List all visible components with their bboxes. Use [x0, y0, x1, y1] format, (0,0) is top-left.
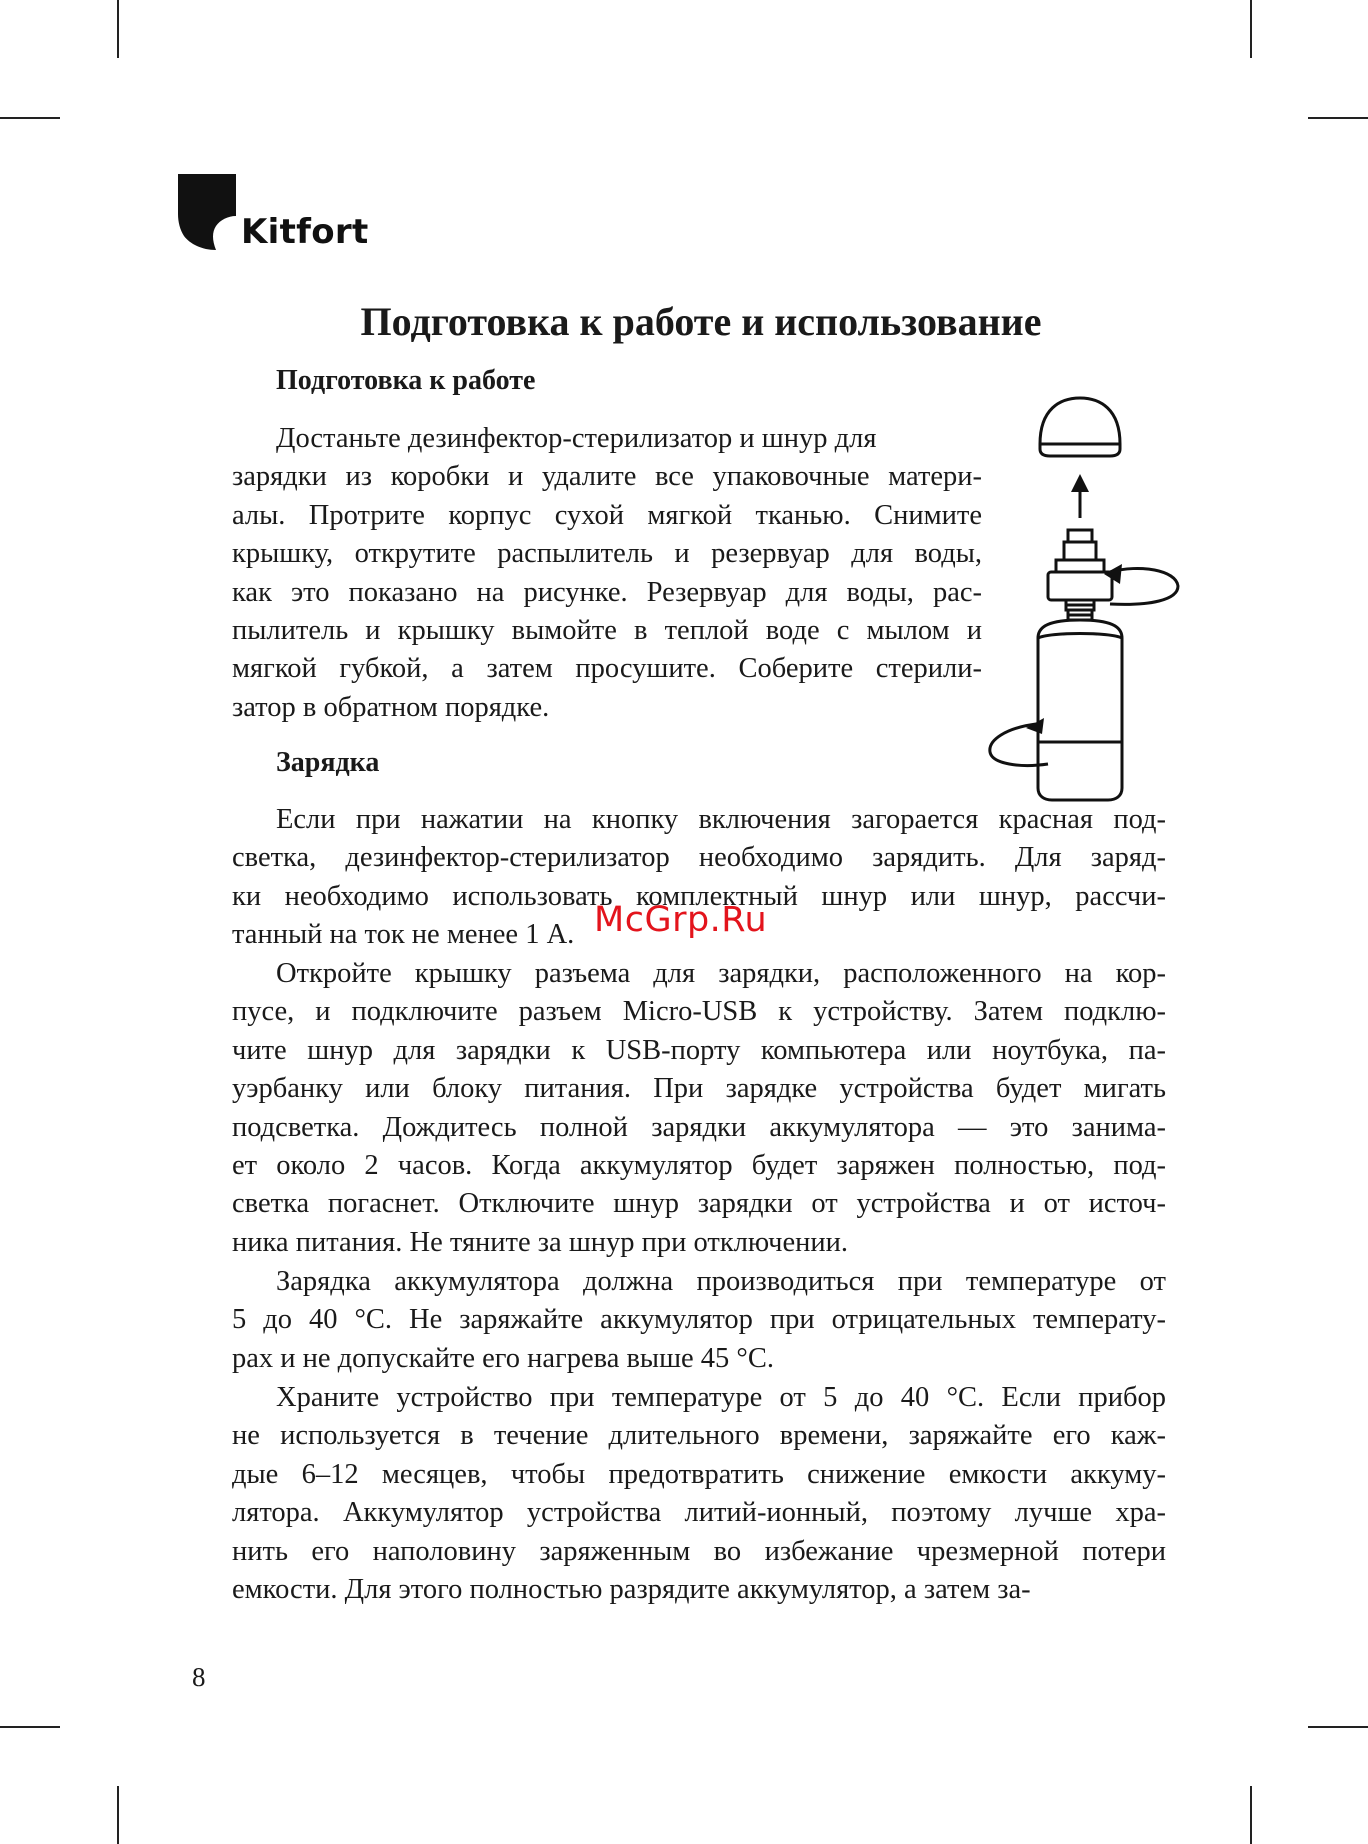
crop-mark-top-right-v	[1250, 0, 1252, 58]
page-number: 8	[192, 1662, 206, 1692]
text-line: ет около 2 часов. Когда аккумулятор будет заряжен полностью, под-	[232, 1150, 1166, 1182]
text-line: нить его наполовину заряженным во избежание чрезмерной потери	[232, 1535, 1166, 1567]
text-line: как это показано на рисунке. Резервуар для воды, рас-	[232, 576, 982, 608]
page-title: Подготовка к работе и использование	[360, 299, 1042, 344]
text-line: Храните устройство при температуре от 5 до 40 °С. Если прибор	[276, 1382, 1166, 1413]
text-line: чите шнур для зарядки к USB-порту компьютера или ноутбука, па-	[232, 1034, 1166, 1066]
text-line: не используется в течение длительного времени, заряжайте его каж-	[232, 1420, 1166, 1452]
text-line: 5 до 40 °С. Не заряжайте аккумулятор при отрицательных температу-	[232, 1304, 1166, 1336]
text-line: крышку, открутите распылитель и резервуар для воды,	[232, 538, 982, 570]
text-line: ника питания. Не тяните за шнур при отключении.	[232, 1226, 848, 1258]
text-line: алы. Протрите корпус сухой мягкой тканью. Снимите	[232, 499, 982, 531]
crop-mark-bottom-right-h	[1308, 1726, 1368, 1728]
preparation-paragraph	[232, 420, 982, 727]
text-line: дые 6–12 месяцев, чтобы предотвратить снижение емкости аккуму-	[232, 1458, 1166, 1490]
text-line: емкости. Для этого полностью разрядите аккумулятор, а затем за-	[232, 1574, 1031, 1606]
crop-mark-top-left-v	[117, 0, 119, 58]
text-line: пусе, и подключите разъем Micro-USB к устройству. Затем подклю-	[232, 996, 1166, 1028]
kitfort-logo-icon	[176, 172, 238, 252]
text-line: пылитель и крышку вымойте в теплой воде с мылом и	[232, 615, 982, 647]
text-line: лятора. Аккумулятор устройства литий-ионный, поэтому лучше хра-	[232, 1497, 1166, 1529]
text-line: ки необходимо использовать комплектный шнур или шнур, рассчи-	[232, 880, 1166, 912]
cap-outline	[1040, 398, 1120, 456]
charging-paragraph-2	[232, 955, 1166, 1262]
storage-paragraph	[232, 1379, 1166, 1609]
text-line: Откройте крышку разъема для зарядки, расположенного на кор-	[276, 958, 1166, 989]
disassembly-illustration	[980, 394, 1180, 804]
crop-mark-bottom-right-v	[1250, 1786, 1252, 1844]
brand-name: Kitfort	[241, 212, 369, 252]
text-line: Достаньте дезинфектор-стерилизатор и шнур для	[276, 423, 877, 454]
text-line: затор в обратном порядке.	[232, 691, 550, 723]
section-heading-charging: Зарядка	[276, 747, 380, 778]
text-line: уэрбанку или блоку питания. При зарядке устройства будет мигать	[232, 1073, 1166, 1105]
text-line: мягкой губкой, а затем просушите. Соберите стерили-	[232, 653, 982, 685]
text-line: рах и не допускайте его нагрева выше 45 °С.	[232, 1342, 774, 1374]
text-line: светка погаснет. Отключите шнур зарядки от устройства и от источ-	[232, 1188, 1166, 1220]
text-line: светка, дезинфектор-стерилизатор необходимо зарядить. Для заряд-	[232, 842, 1166, 874]
body-outline	[1038, 620, 1122, 800]
brand-logo	[176, 172, 369, 252]
crop-mark-top-left-h	[0, 117, 60, 119]
text-line: Если при нажатии на кнопку включения загорается красная под-	[276, 804, 1166, 835]
crop-mark-bottom-left-v	[117, 1786, 119, 1844]
watermark: McGrp.Ru	[594, 900, 768, 940]
crop-mark-top-right-h	[1308, 117, 1368, 119]
section-heading-preparation: Подготовка к работе	[276, 365, 536, 396]
text-line: танный на ток не менее 1 А.	[232, 919, 575, 951]
text-line: зарядки из коробки и удалите все упаковочные матери-	[232, 461, 982, 493]
crop-mark-bottom-left-h	[0, 1726, 60, 1728]
text-line: Зарядка аккумулятора должна производиться при температуре от	[276, 1266, 1166, 1297]
charging-paragraph-3	[232, 1263, 1166, 1378]
text-line: подсветка. Дождитесь полной зарядки аккумулятора — это занима-	[232, 1111, 1166, 1143]
